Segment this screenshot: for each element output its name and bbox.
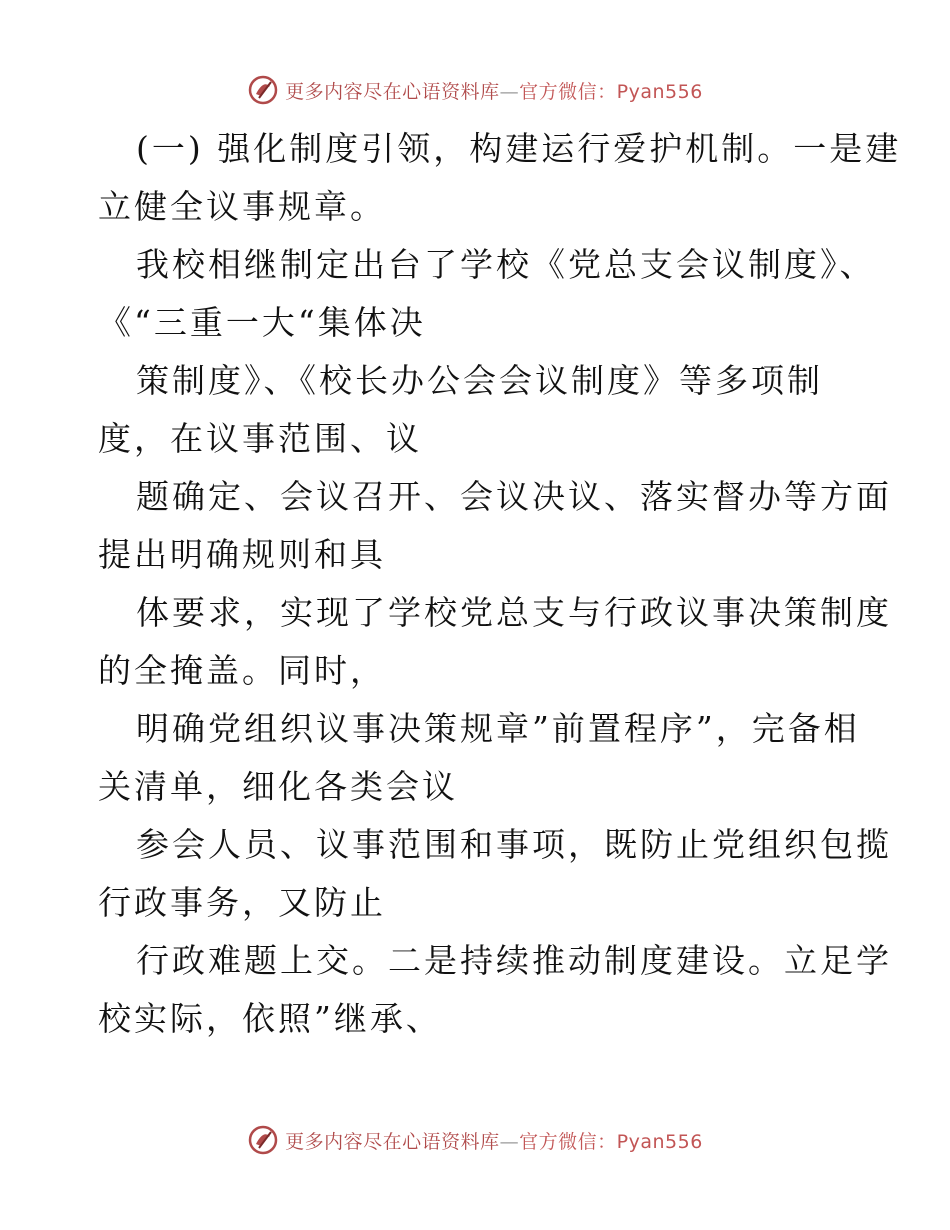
body-line: 校实际，依照”继承、 — [98, 999, 442, 1038]
body-line: (一) 强化制度引领，构建运行爱护机制。一是建 — [136, 129, 902, 168]
body-line: 度，在议事范围、议 — [98, 419, 422, 458]
header-site-text: 更多内容尽在心语资料库 — [285, 80, 500, 103]
footer-site-text: 更多内容尽在心语资料库 — [285, 1130, 500, 1153]
body-line: 体要求，实现了学校党总支与行政议事决策制度 — [136, 593, 892, 632]
body-line: 提出明确规则和具 — [98, 535, 386, 574]
body-line: 关清单，细化各类会议 — [98, 767, 458, 806]
body-text — [98, 120, 902, 1048]
body-line: 立健全议事规章。 — [98, 187, 386, 226]
brand-logo-icon — [247, 74, 279, 106]
header-wechat-text: 官方微信：Pyan556 — [519, 80, 703, 103]
body-line: 我校相继制定出台了学校《党总支会议制度》、 — [136, 245, 876, 284]
body-line: 参会人员、议事范围和事项，既防止党组织包揽 — [136, 825, 892, 864]
footer-banner — [0, 1122, 950, 1158]
footer-dash: — — [499, 1130, 520, 1153]
body-line: 策制度》、《校长办公会会议制度》等多项制 — [136, 361, 823, 400]
header-dash: — — [499, 80, 520, 103]
body-line: 明确党组织议事决策规章”前置程序”，完备相 — [136, 709, 860, 748]
body-line: 题确定、会议召开、会议决议、落实督办等方面 — [136, 477, 892, 516]
brand-logo-icon — [247, 1124, 279, 1156]
body-line: 的全掩盖。同时， — [98, 651, 386, 690]
body-line: 行政难题上交。二是持续推动制度建设。立足学 — [136, 941, 892, 980]
body-line: 行政事务，又防止 — [98, 883, 386, 922]
header-banner — [0, 72, 950, 108]
footer-wechat-text: 官方微信：Pyan556 — [519, 1130, 703, 1153]
body-line: 《“三重一大“集体决 — [98, 303, 426, 342]
